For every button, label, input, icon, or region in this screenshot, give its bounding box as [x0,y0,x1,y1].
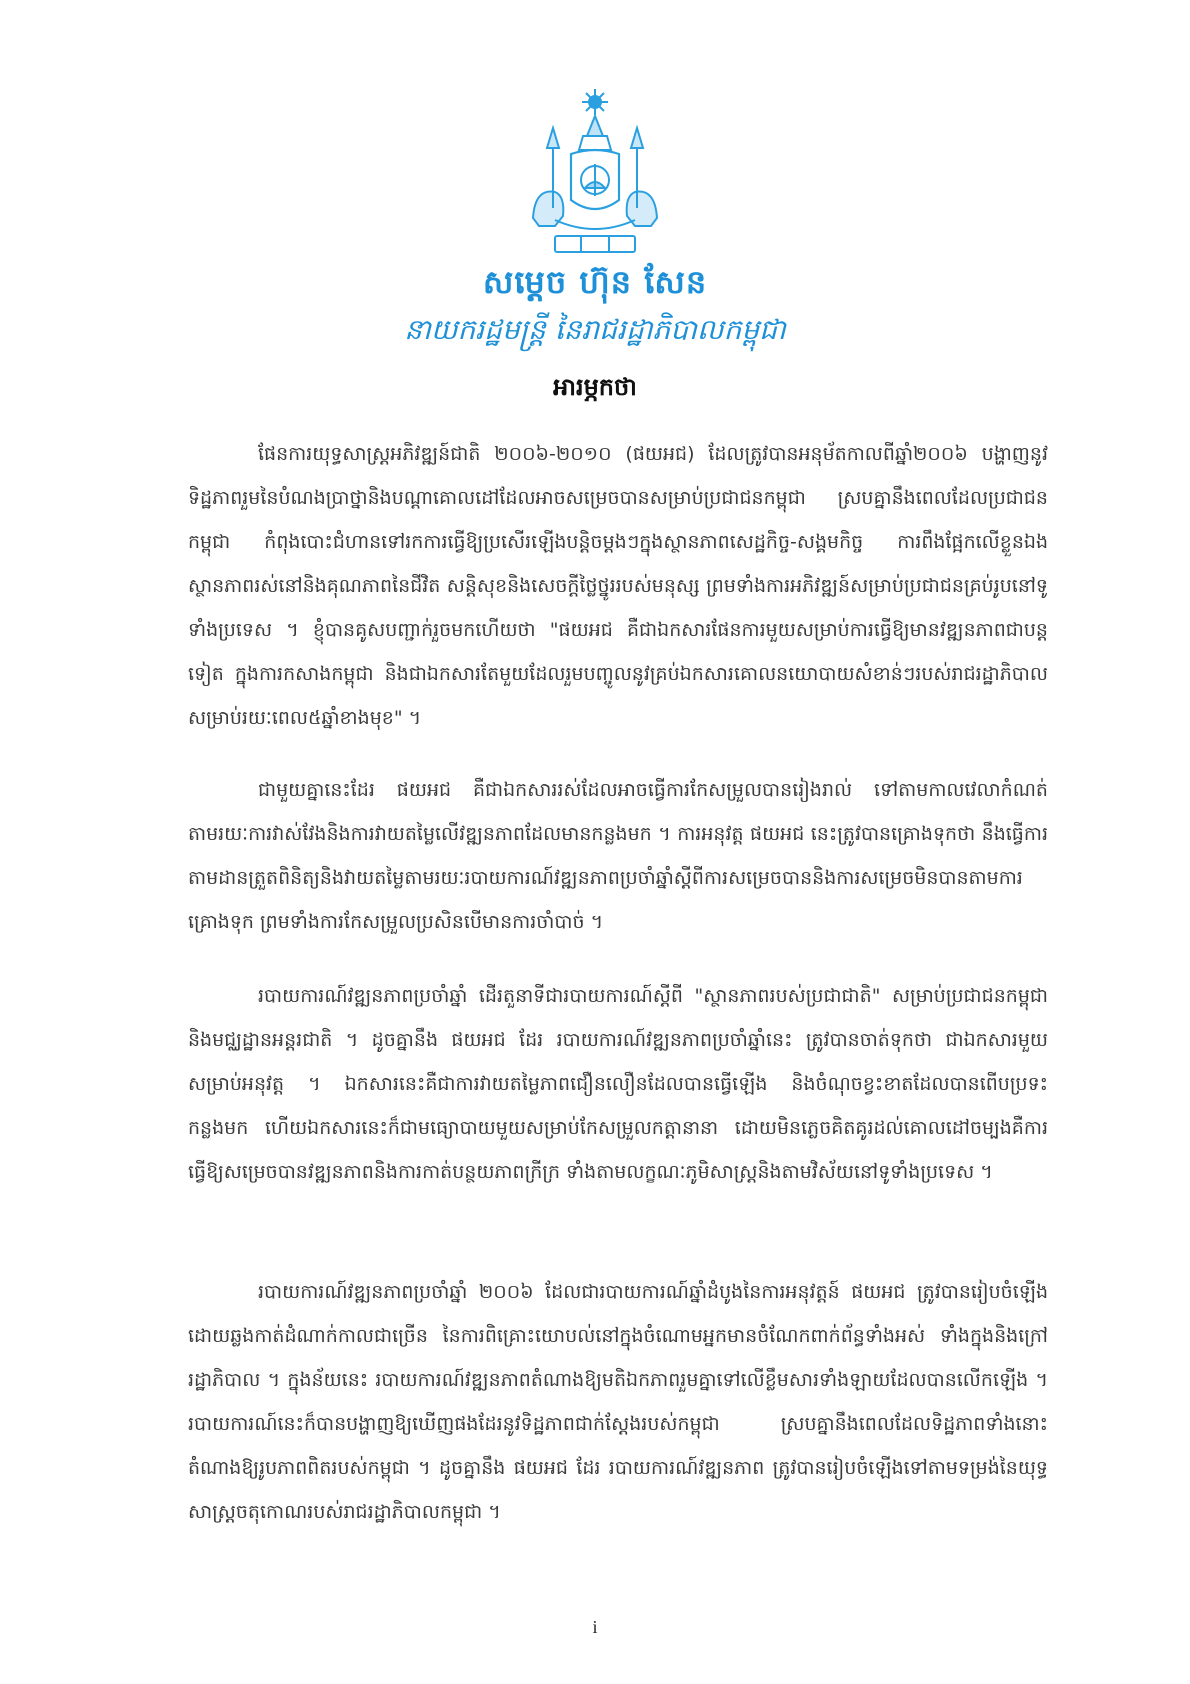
section-heading: អារម្ភកថា [553,373,637,401]
paragraph-4: របាយការណ៍វឌ្ឍនភាពប្រចាំឆ្នាំ ២០០៦ ដែលជារបាយការណ៍ឆ្នាំដំបូងនៃការអនុវត្តន៍ ផយអជ ត្រូវបានរៀបចំឡើងដោយឆ្លងកាត់ដំណាក់កាលជាច្រើន នៃការពិគ្រោះយោបល់នៅក្នុងចំណោមអ្នកមានចំណែកពាក់ព័ន្ធទាំងអស់ ទាំងក្នុងនិងក្រៅរដ្ឋាភិបាល ។ ក្នុងន័យនេះ របាយការណ៍វឌ្ឍនភាពតំណាងឱ្យមតិឯកភាពរួមគ្នាទៅលើខ្លឹមសារទាំងឡាយដែលបានលើកឡើង ។ របាយការណ៍នេះក៏បានបង្ហាញឱ្យឃើញផងដែរនូវទិដ្ឋភាពជាក់ស្តែងរបស់កម្ពុជា ស្របគ្នានឹងពេលដែលទិដ្ឋភាពទាំងនោះ តំណាងឱ្យរូបភាពពិតរបស់កម្ពុជា ។ ដូចគ្នានឹង ផយអជ ដែរ របាយការណ៍វឌ្ឍនភាព ត្រូវបានរៀបចំឡើងទៅតាមទម្រង់នៃយុទ្ធសាស្ត្រចតុកោណរបស់រាជរដ្ឋាភិបាលកម្ពុជា ។ [188,1281,1048,1523]
paragraph-1: ផែនការយុទ្ធសាស្ត្រអភិវឌ្ឍន៍ជាតិ ២០០៦-២០១០ (ផយអជ) ដែលត្រូវបានអនុម័តកាលពីឆ្នាំ២០០៦ បង្ហាញនូវទិដ្ឋភាពរួមនៃបំណងប្រាថ្នានិងបណ្តាគោលដៅដែលអាចសម្រេចបានសម្រាប់ប្រជាជនកម្ពុជា ស្របគ្នានឹងពេលដែលប្រជាជនកម្ពុជា កំពុងបោះជំហានទៅរកការធ្វើឱ្យប្រសើរឡើងបន្តិចម្តងៗក្នុងស្ថានភាពសេដ្ឋកិច្ច-សង្គមកិច្ច ការពឹងផ្អែកលើខ្លួនឯង ស្ថានភាពរស់នៅនិងគុណភាពនៃជីវិត សន្តិសុខនិងសេចក្តីថ្លៃថ្នូររបស់មនុស្ស ព្រមទាំងការអភិវឌ្ឍន៍សម្រាប់ប្រជាជនគ្រប់រូបនៅទូទាំងប្រទេស ។ ខ្ញុំបានគូសបញ្ជាក់រួចមកហើយថា "ផយអជ គឺជាឯកសារផែនការមួយសម្រាប់ការធ្វើឱ្យមានវឌ្ឍនភាពជាបន្តទៀត ក្នុងការកសាងកម្ពុជា និងជាឯកសារតែមួយដែលរួមបញ្ចូលនូវគ្រប់ឯកសារគោលនយោបាយសំខាន់ៗរបស់រាជរដ្ឋាភិបាលសម្រាប់រយៈពេល៥ឆ្នាំខាងមុខ" ។ [188,443,1048,729]
page-number: i [592,1617,598,1637]
royal-coat-of-arms-icon [525,88,665,258]
paragraph-3: របាយការណ៍វឌ្ឍនភាពប្រចាំឆ្នាំ ដើរតួនាទីជារបាយការណ៍ស្តីពី "ស្ថានភាពរបស់ប្រជាជាតិ" សម្រាប់ប្រជាជនកម្ពុជានិងមជ្ឈដ្ឋានអន្តរជាតិ ។ ដូចគ្នានឹង ផយអជ ដែរ របាយការណ៍វឌ្ឍនភាពប្រចាំឆ្នាំនេះ ត្រូវបានចាត់ទុកថា ជាឯកសារមួយសម្រាប់អនុវត្ត ។ ឯកសារនេះគឺជាការវាយតម្លៃភាពជឿនលឿនដែលបានធ្វើឡើង និងចំណុចខ្វះខាតដែលបានពើបប្រទះកន្លងមក ហើយឯកសារនេះក៏ជាមធ្យោបាយមួយសម្រាប់កែសម្រួលកត្តានានា ដោយមិនភ្លេចគិតគូរដល់គោលដៅចម្បងគឺការធ្វើឱ្យសម្រេចបានវឌ្ឍនភាពនិងការកាត់បន្ថយភាពក្រីក្រ ទាំងតាមលក្ខណៈភូមិសាស្ត្រនិងតាមវិស័យនៅទូទាំងប្រទេស ។ [188,985,1048,1183]
leader-title: នាយករដ្ឋមន្ត្រី នៃរាជរដ្ឋាភិបាលកម្ពុជា [404,313,786,346]
leader-name: សម្តេច ហ៊ុន សែន [482,263,708,301]
paragraph-2: ជាមួយគ្នានេះដែរ ផយអជ គឺជាឯកសាររស់ដែលអាចធ្វើការកែសម្រួលបានរៀងរាល់ ទៅតាមកាលវេលាកំណត់ តាមរយៈការវាស់វែងនិងការវាយតម្លៃលើវឌ្ឍនភាពដែលមានកន្លងមក ។ ការអនុវត្ត ផយអជ នេះត្រូវបានគ្រោងទុកថា នឹងធ្វើការតាមដានត្រួតពិនិត្យនិងវាយតម្លៃតាមរយៈរបាយការណ៍វឌ្ឍនភាពប្រចាំឆ្នាំស្តីពីការសម្រេចបាននិងការសម្រេចមិនបានតាមការគ្រោងទុក ព្រមទាំងការកែសម្រួលប្រសិនបើមានការចាំបាច់ ។ [188,779,1048,933]
